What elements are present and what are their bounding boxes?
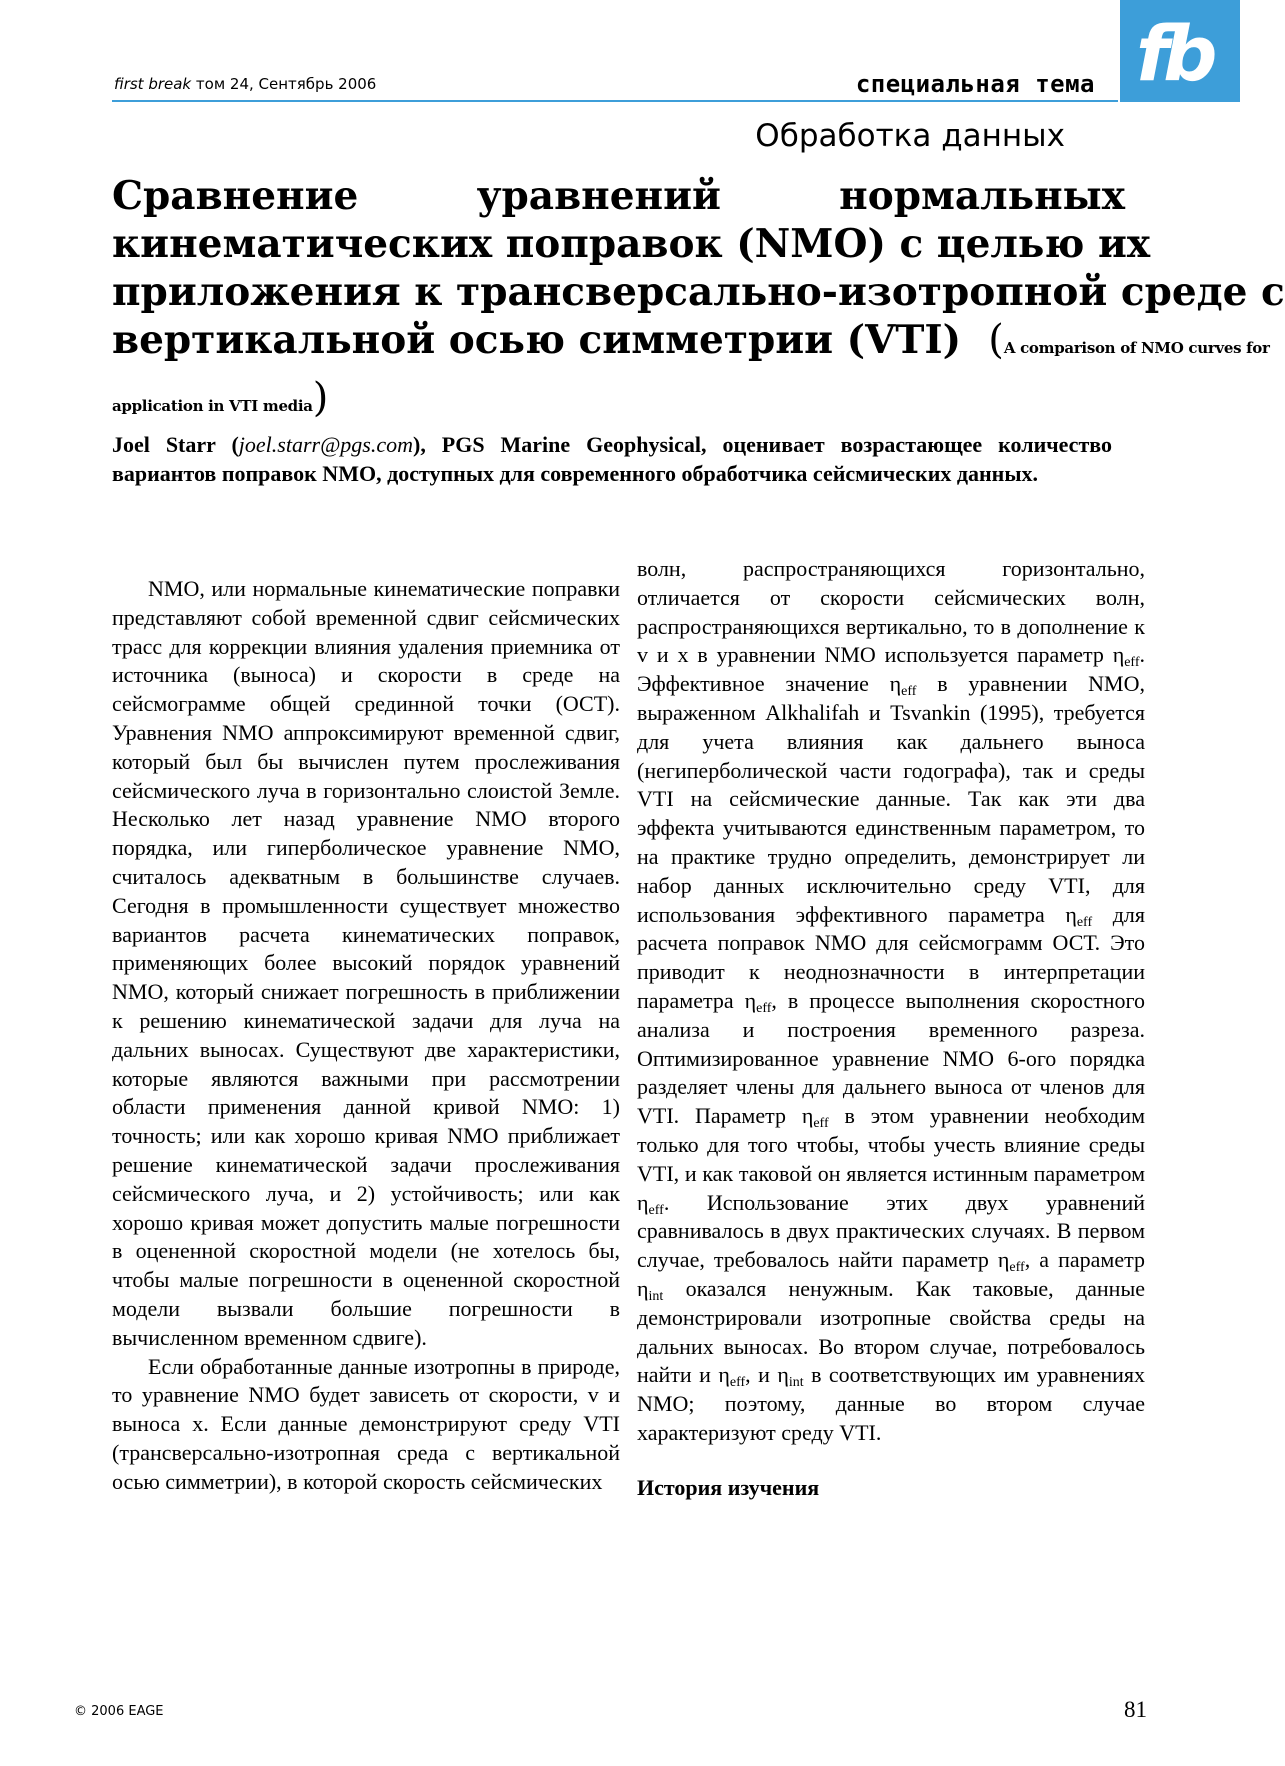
journal-issue: том 24, Сентябрь 2006: [195, 75, 377, 93]
title-line-2: кинематических поправок (NMO) с целью их: [112, 221, 1151, 267]
lead-text: PGS Marine Geophysical, оценивает возрастающее количество вариантов поправок NMO, доступных для современного обработчика сейсмических данных.: [112, 432, 1112, 486]
journal-header: [114, 75, 376, 93]
author-email: joel.starr@pgs.com: [238, 432, 414, 457]
title-line-5: [112, 374, 1125, 430]
left-paragraph-2: Если обработанные данные изотропны в природе, то уравнение NMO будет зависеть от скорости, v и выноса x. Если данные демонстрируют среду VTI (трансверсально-изотропная среда с вертикальной осью симметрии), в которой скорость сейсмических: [112, 1353, 620, 1494]
title-paren-open: (: [988, 317, 1004, 363]
footer-copyright: © 2006 EAGE: [74, 1704, 164, 1719]
header-rule: [112, 100, 1118, 102]
title-line-3: приложения к трансверсально-изотропной среде с: [112, 269, 1285, 315]
right-paragraph: волн, распространяющихся горизонтально, отличается от скорости сейсмических волн, распространяющихся вертикально, то в дополнение к v и x в уравнении NMO используется параметр $\eta_{eff}$. Эффективное значение $\eta_{eff}$ в уравнении NMO, выраженном Alkhalifah и Tsvankin (1995), требуется для учета влияния как дальнего выноса (негиперболической части годографа), так и среды VTI на сейсмические данные. Так как эти два эффекта учитываются единственным параметром, то на практике трудно определить, демонстрирует ли набор данных исключительно среду VTI, для использования эффективного параметра $\eta_{eff}$ для расчета поправок NMO для сейсмограмм ОСТ. Это приводит к неоднозначности в интерпретации параметра $\eta_{eff}$, в процессе выполнения скоростного анализа и построения временного разреза. Оптимизированное уравнение NMO 6-ого порядка разделяет члены для дальнего выноса от членов для VTI. Параметр $\eta_{eff}$ в этом уравнении необходим только для того чтобы, чтобы учесть влияние среды VTI, и как таковой он является истинным параметром $\eta_{eff}$. Использование этих двух уравнений сравнивалось в двух практических случаях. В первом случае, требовалось найти параметр $\eta_{eff}$, а параметр $\eta_{int}$ оказался ненужным. Как таковые, данные демонстрировали изотропные свойства среды на дальних выносах. Во втором случае, потребовалось найти и $\eta_{eff}$, и $\eta_{int}$ в соответствующих им уравнениях NMO; поэтому, данные во втором случае характеризуют среду VTI.: [637, 556, 1145, 1445]
title-english-part1: A comparison of NMO curves for: [1003, 339, 1270, 357]
title-paren-close: ): [312, 375, 329, 421]
title-line-1: Сравнение уравнений нормальных: [112, 173, 1125, 219]
article-lead: Joel Starr (joel.starr@pgs.com), PGS Marine Geophysical, оценивает возрастающее количество вариантов поправок NMO, доступных для современного обработчика сейсмических данных.: [112, 432, 1112, 486]
left-paragraph-1: NMO, или нормальные кинематические поправки представляют собой временной сдвиг сейсмических трасс для коррекции влияния удаления приемника от источника (выноса) и скорости в среде на сейсмограмме общей срединной точки (ОСТ). Уравнения NMO аппроксимируют временной сдвиг, который был бы вычислен путем прослеживания сейсмического луча в горизонтально слоистой Земле. Несколько лет назад уравнение NMO второго порядка, или гиперболическое уравнение NMO, считалось адекватным в большинстве случаев. Сегодня в промышленности существует множество вариантов расчета кинематических поправок, применяющих более высокий порядок уравнений NMO, который снижает погрешность в приближении к решению кинематической задачи для луча на дальних выносах. Существуют две характеристики, которые являются важными при рассмотрении области применения данной кривой NMO: 1) точность; или как хорошо кривая NMO приближает решение кинематической задачи прослеживания сейсмического луча, и 2) устойчивость; или как хорошо кривая может допустить малые погрешности в оцененной скоростной модели (не хотелось бы, чтобы малые погрешности в оцененной скоростной модели вызвали большие погрешности в вычисленном временном сдвиге).: [112, 576, 620, 1350]
left-column: [112, 575, 620, 1497]
subsection-heading: История изучения: [637, 1474, 820, 1500]
article-title: [112, 172, 1285, 430]
page-number: 81: [1124, 1697, 1147, 1722]
right-column: [637, 555, 1145, 1503]
title-english-part2: application in VTI media: [112, 397, 313, 415]
author-name: Joel Starr: [112, 432, 216, 457]
title-line-4: [112, 316, 1270, 372]
journal-logo: fb: [1136, 9, 1212, 98]
header-topic: специальная тема: [855, 70, 1095, 98]
section-title: Обработка данных: [755, 118, 1065, 154]
journal-name: first break: [114, 75, 192, 93]
title-line-4-ru: вертикальной осью симметрии (VTI): [112, 317, 962, 363]
